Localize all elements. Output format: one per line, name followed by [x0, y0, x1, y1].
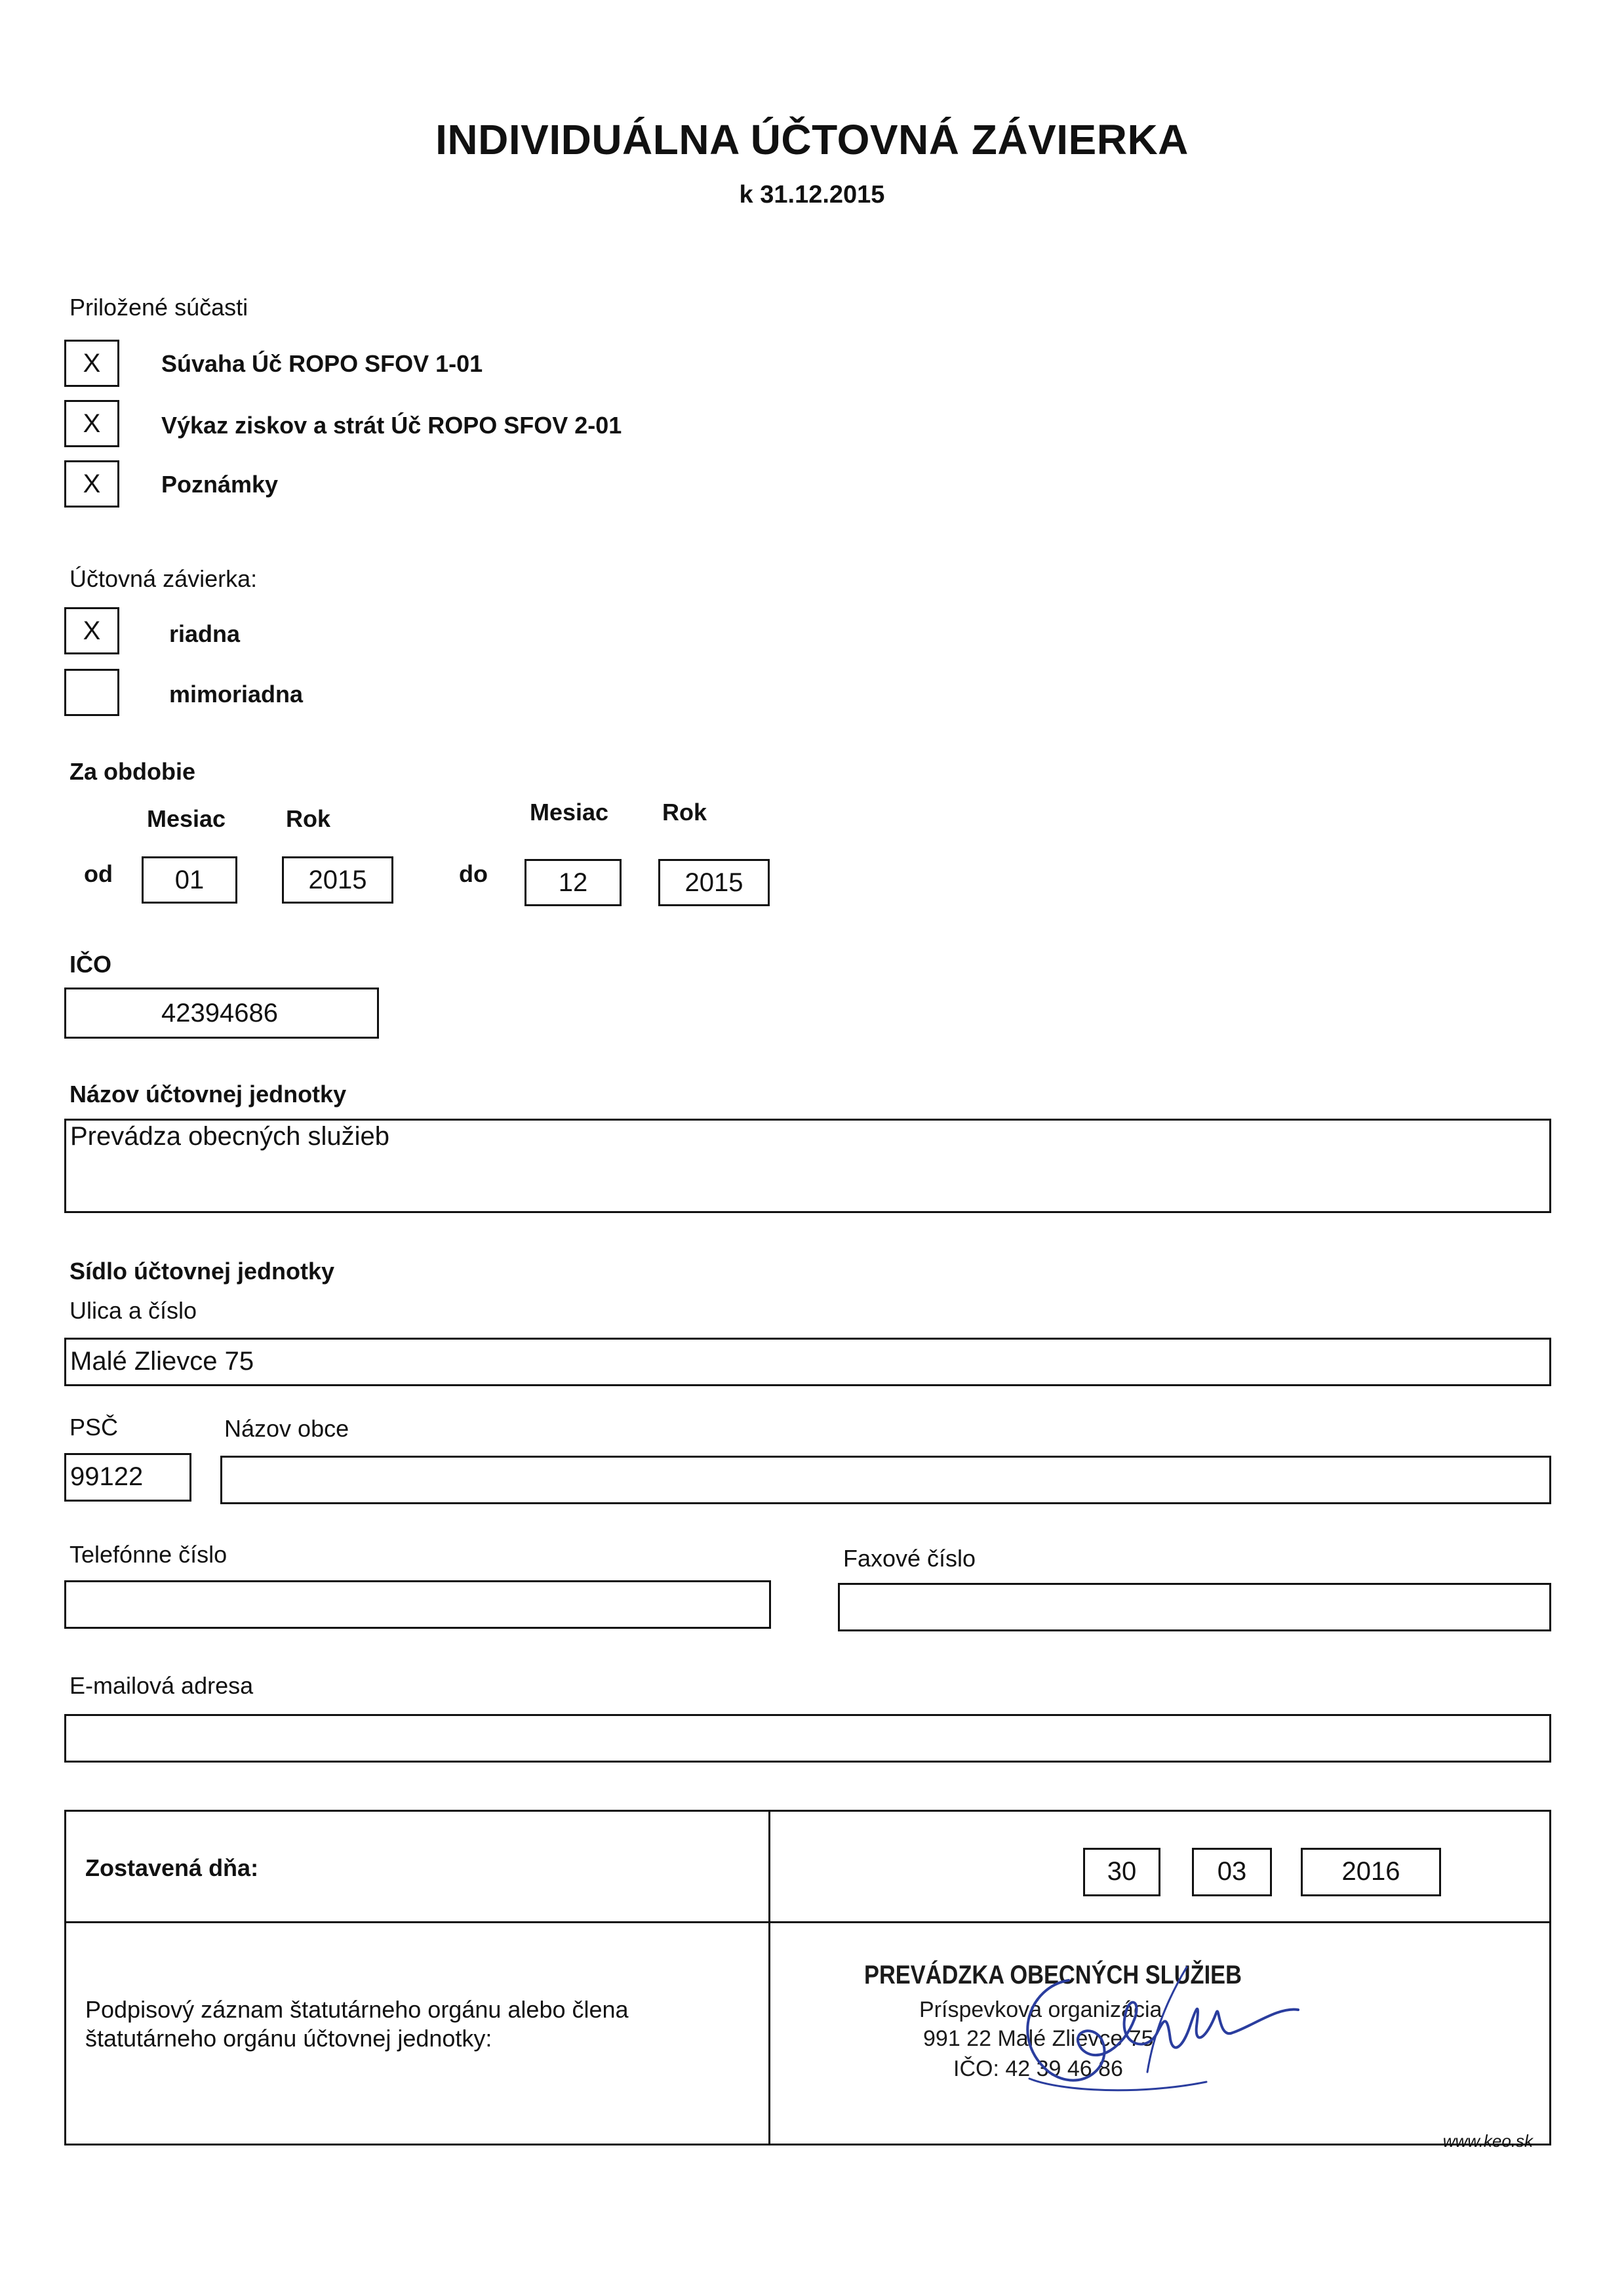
compiled-label: Zostavená dňa:	[85, 1854, 259, 1881]
closing-type-label: Účtovná závierka:	[69, 565, 258, 592]
compiled-day-field[interactable]: 30	[1083, 1848, 1160, 1896]
unit-name-field[interactable]: Prevádza obecných služieb	[64, 1119, 1551, 1213]
street-field[interactable]: Malé Zlievce 75	[64, 1338, 1551, 1386]
ico-field[interactable]: 42394686	[64, 988, 379, 1039]
compiled-month-field[interactable]: 03	[1192, 1848, 1272, 1896]
from-month-field[interactable]: 01	[142, 856, 237, 904]
table-divider-vertical	[768, 1811, 770, 2144]
email-label: E-mailová adresa	[69, 1672, 254, 1699]
period-label: Za obdobie	[69, 758, 195, 785]
stamp-line2: Príspevková organizácia	[919, 1997, 1162, 2022]
attachment-label-poznamky: Poznámky	[161, 471, 279, 498]
email-field[interactable]	[64, 1714, 1551, 1763]
to-year-label: Rok	[662, 799, 707, 826]
from-year-label: Rok	[286, 805, 331, 832]
attachment-label-vykaz: Výkaz ziskov a strát Úč ROPO SFOV 2-01	[161, 412, 622, 439]
closing-label-mimoriadna: mimoriadna	[169, 681, 304, 708]
city-field[interactable]	[220, 1456, 1551, 1504]
attachments-label: Priložené súčasti	[69, 294, 248, 321]
to-year-field[interactable]: 2015	[658, 859, 770, 906]
ico-label: IČO	[69, 951, 112, 978]
signature-label-line1: Podpisový záznam štatutárneho orgánu alebo člena	[85, 1996, 629, 2023]
from-label: od	[84, 860, 113, 887]
footer-url: www.keo.sk	[1442, 2131, 1533, 2151]
handwritten-signature	[970, 1941, 1337, 2111]
compiled-year-field[interactable]: 2016	[1301, 1848, 1441, 1896]
page-title: INDIVIDUÁLNA ÚČTOVNÁ ZÁVIERKA	[435, 116, 1189, 163]
fax-field[interactable]	[838, 1583, 1551, 1631]
from-year-field[interactable]: 2015	[282, 856, 393, 904]
unit-name-label: Názov účtovnej jednotky	[69, 1081, 347, 1108]
to-label: do	[459, 860, 488, 887]
phone-label: Telefónne číslo	[69, 1541, 228, 1568]
signature-label-line2: štatutárneho orgánu účtovnej jednotky:	[85, 2025, 492, 2052]
checkbox-riadna[interactable]: X	[64, 607, 119, 654]
address-label: Sídlo účtovnej jednotky	[69, 1258, 335, 1285]
stamp-line4: IČO: 42 39 46 86	[953, 2056, 1123, 2081]
table-divider-horizontal	[64, 1921, 1551, 1923]
attachment-label-suvaha: Súvaha Úč ROPO SFOV 1-01	[161, 350, 483, 377]
fax-label: Faxové číslo	[843, 1545, 976, 1572]
street-label: Ulica a číslo	[69, 1297, 197, 1324]
psc-label: PSČ	[69, 1414, 119, 1441]
from-month-label: Mesiac	[147, 805, 226, 832]
stamp-line1: PREVÁDZKA OBECNÝCH SLUŽIEB	[864, 1961, 1242, 1989]
closing-label-riadna: riadna	[169, 620, 241, 647]
report-date: k 31.12.2015	[739, 181, 885, 209]
checkbox-mimoriadna[interactable]	[64, 669, 119, 716]
city-label: Názov obce	[224, 1415, 349, 1442]
phone-field[interactable]	[64, 1580, 771, 1629]
stamp-line3: 991 22 Malé Zlievce 75	[923, 2026, 1154, 2051]
checkbox-suvaha[interactable]: X	[64, 340, 119, 387]
to-month-field[interactable]: 12	[525, 859, 622, 906]
psc-field[interactable]: 99122	[64, 1453, 191, 1502]
checkbox-vykaz[interactable]: X	[64, 400, 119, 447]
to-month-label: Mesiac	[530, 799, 609, 826]
checkbox-poznamky[interactable]: X	[64, 460, 119, 508]
